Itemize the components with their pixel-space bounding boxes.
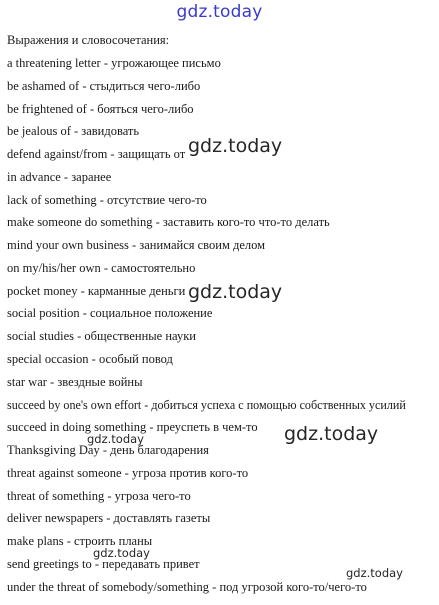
vocab-entry: be ashamed of - стыдиться чего-либо: [7, 79, 201, 93]
vocab-entry: Thanksgiving Day - день благодарения: [7, 443, 209, 457]
vocab-entry: be jealous of - завидовать: [7, 124, 140, 138]
vocab-entry: succeed in doing something - преуспеть в чем-то: [7, 420, 258, 434]
vocab-entry: mind your own business - занимайся своим делом: [7, 238, 266, 252]
vocab-entry: pocket money - карманные деньги: [7, 284, 186, 298]
watermark: gdz.today: [188, 135, 283, 157]
vocab-entry: deliver newspapers - доставлять газеты: [7, 511, 211, 525]
vocab-entry: be frightened of - бояться чего-либо: [7, 102, 194, 116]
vocab-entry: in advance - заранее: [7, 170, 112, 184]
header-watermark: gdz.today: [176, 2, 263, 22]
vocab-entry: make someone do something - заставить кого-то что-то делать: [7, 215, 330, 229]
vocab-entry: social studies - общественные науки: [7, 329, 196, 343]
vocab-entry: a threatening letter - угрожающее письмо: [7, 56, 221, 70]
vocab-entry: social position - социальное положение: [7, 306, 213, 320]
vocab-entry: on my/his/her own - самостоятельно: [7, 261, 196, 275]
vocab-entry: send greetings to - передавать привет: [7, 557, 200, 571]
section-heading: Выражения и словосочетания:: [7, 33, 170, 47]
vocab-entry: defend against/from - защищать от: [7, 147, 186, 161]
vocab-entry: threat against someone - угроза против кого-то: [7, 466, 249, 480]
watermark: gdz.today: [93, 546, 150, 560]
vocab-entry: special occasion - особый повод: [7, 352, 173, 366]
vocab-entry: succeed by one's own effort - добиться успеха с помощью собственных усилий: [7, 398, 406, 412]
vocab-entry: lack of something - отсутствие чего-то: [7, 193, 207, 207]
watermark: gdz.today: [87, 432, 144, 446]
vocab-entry: under the threat of somebody/something - под угрозой кого-то/чего-то: [7, 580, 367, 594]
vocab-entry: threat of something - угроза чего-то: [7, 489, 191, 503]
watermark: gdz.today: [188, 281, 283, 303]
watermark: gdz.today: [284, 423, 379, 445]
watermark: gdz.today: [346, 566, 403, 580]
vocab-entry: make plans - строить планы: [7, 534, 153, 548]
vocab-entry: star war - звездные войны: [7, 375, 143, 389]
